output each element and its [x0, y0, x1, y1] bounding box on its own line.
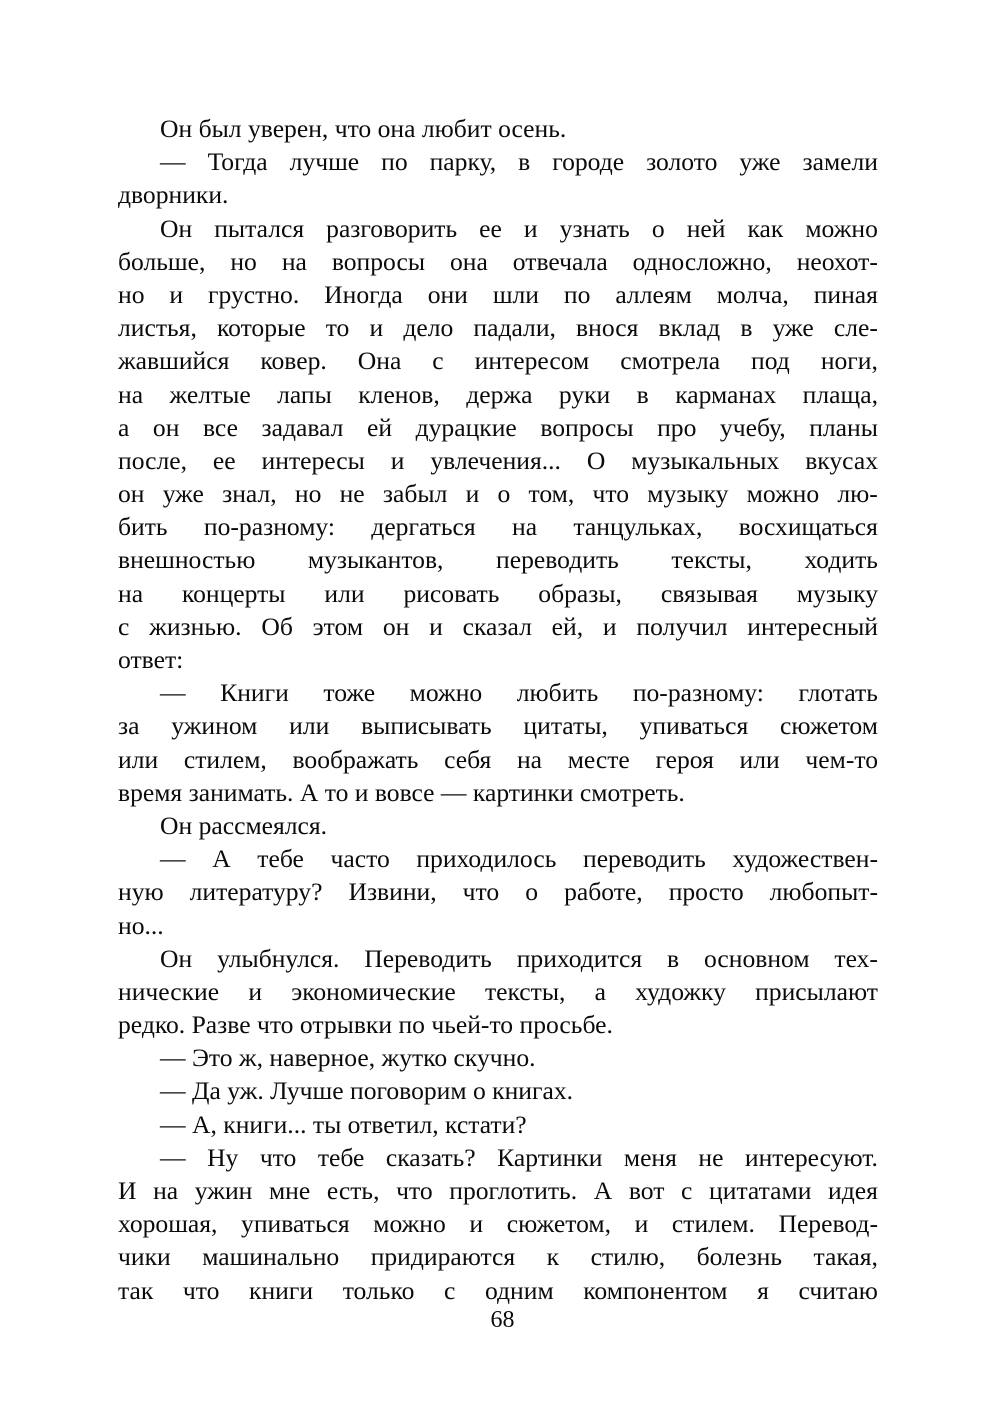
text-word: музыку: [647, 479, 729, 509]
text-word: ей,: [551, 611, 584, 641]
text-word: А: [212, 844, 231, 874]
text-word: или: [289, 711, 330, 741]
text-line: [118, 444, 878, 477]
text-word: проглотить.: [449, 1176, 578, 1205]
text-word: не: [339, 479, 365, 509]
text-word: книги: [249, 1275, 314, 1305]
text-line: [118, 676, 878, 709]
text-word: планы: [809, 412, 878, 442]
text-word: грустно.: [208, 279, 300, 309]
text-word: этом: [312, 611, 364, 641]
text-word: А: [593, 1176, 613, 1205]
text-word: к: [546, 1242, 560, 1272]
text-word: бить: [118, 512, 168, 542]
text-word: болезнь: [696, 1242, 783, 1272]
text-word: как: [747, 213, 784, 243]
text-word: вкусах: [805, 445, 878, 475]
text-word: восхищаться: [738, 512, 878, 542]
text-line: [118, 145, 878, 178]
text-line: [118, 1207, 878, 1240]
text-word: уже: [772, 313, 814, 343]
text-word: кленов,: [358, 379, 440, 409]
text-word: карманах: [675, 379, 777, 409]
text-word: вклад: [658, 313, 721, 343]
text-word: цитатами: [709, 1176, 812, 1205]
text-word: —: [160, 147, 186, 177]
text-word: тебе: [257, 844, 304, 874]
text-word: можно: [746, 479, 820, 509]
text-word: улыбнулся.: [217, 943, 340, 973]
text-word: ковер.: [260, 346, 327, 376]
text-word: но: [294, 479, 322, 509]
text-word: и: [369, 313, 384, 343]
text-word: желтые: [169, 379, 251, 409]
text-line: [118, 1141, 878, 1174]
text-line: [118, 875, 878, 908]
text-word: музыкантов,: [307, 545, 444, 575]
text-word: переводить: [583, 844, 706, 874]
text-word: неохот-: [796, 246, 878, 276]
text-word: под: [751, 346, 790, 376]
text-word: придираются: [370, 1242, 516, 1272]
text-word: а: [594, 976, 606, 1006]
text-word: что: [182, 1275, 220, 1305]
text-word: лю-: [837, 479, 878, 509]
text-word: и: [429, 611, 443, 641]
text-word: такая,: [813, 1242, 878, 1272]
text-word: что: [259, 1142, 297, 1172]
text-word: он: [118, 479, 145, 509]
text-word: я: [757, 1275, 769, 1305]
text-word: мне: [268, 1176, 311, 1205]
text-word: образы,: [538, 578, 622, 608]
text-word: просто: [668, 877, 744, 907]
text-word: нические: [118, 976, 220, 1006]
text-word: героя: [655, 744, 714, 774]
text-word: приходится: [516, 943, 643, 973]
text-word: присылают: [755, 976, 878, 1006]
text-word: после,: [118, 445, 188, 475]
text-word: вопросы: [540, 412, 634, 442]
text-word: есть,: [326, 1176, 380, 1205]
text-line: редко. Разве что отрывки по чьей-то просьбе.: [118, 1010, 613, 1040]
text-line: [118, 477, 878, 510]
text-word: можно: [373, 1209, 446, 1239]
text-word: Переводить: [364, 943, 492, 973]
text-word: но: [230, 246, 257, 276]
text-word: падали,: [473, 313, 556, 343]
text-word: сказать?: [385, 1142, 476, 1172]
text-word: или: [739, 744, 780, 774]
text-word: музыкальных: [631, 445, 780, 475]
text-word: с: [443, 1275, 456, 1305]
text-word: художку: [635, 976, 726, 1006]
text-word: или: [118, 744, 159, 774]
text-word: что: [462, 877, 500, 907]
text-word: переводить: [496, 545, 619, 575]
text-word: золото: [646, 147, 718, 177]
text-word: все: [202, 412, 238, 442]
text-word: жавшийся: [118, 346, 230, 376]
body-text-column: [118, 112, 878, 1307]
text-word: отвечала: [512, 246, 608, 276]
text-word: месте: [567, 744, 630, 774]
text-word: на: [153, 1176, 179, 1205]
text-word: часто: [330, 844, 390, 874]
text-line: [118, 543, 878, 576]
text-word: чем-то: [805, 744, 878, 774]
text-word: тексты,: [484, 976, 566, 1006]
text-word: с: [681, 1176, 693, 1205]
text-word: считаю: [798, 1275, 878, 1305]
text-word: Извини,: [348, 877, 437, 907]
text-line: — Это ж, наверное, жутко скучно.: [160, 1043, 536, 1073]
text-word: с: [432, 346, 444, 376]
text-line: [118, 1274, 878, 1307]
text-word: о: [525, 877, 539, 907]
text-word: листья,: [118, 313, 197, 343]
text-word: на: [281, 246, 307, 276]
text-word: в: [636, 379, 649, 409]
text-word: глотать: [798, 678, 878, 708]
text-word: экономические: [291, 976, 456, 1006]
text-word: уже: [162, 479, 204, 509]
text-line: [118, 1240, 878, 1273]
text-word: литературу?: [189, 877, 323, 907]
text-word: не: [698, 1142, 724, 1172]
text-word: меня: [623, 1142, 677, 1172]
text-line: [118, 411, 878, 444]
text-word: стилем.: [671, 1209, 755, 1239]
text-word: художествен-: [732, 844, 878, 874]
text-word: учебу,: [719, 412, 786, 442]
text-line: [118, 942, 878, 975]
text-word: внося: [576, 313, 639, 343]
text-word: танцульках,: [573, 512, 703, 542]
text-word: и: [469, 1209, 484, 1239]
text-word: за: [118, 711, 140, 741]
text-word: внешностью: [118, 545, 256, 575]
text-line: — А, книги... ты ответил, кстати?: [160, 1109, 527, 1139]
text-word: что: [396, 1176, 433, 1205]
text-word: ее: [212, 445, 236, 475]
text-line: [118, 378, 878, 411]
text-word: на: [118, 578, 144, 608]
text-word: О: [586, 445, 606, 475]
text-word: разговорить: [326, 213, 458, 243]
text-word: лучше: [289, 147, 360, 177]
text-word: по: [381, 147, 408, 177]
text-word: она: [449, 246, 488, 276]
text-word: и: [169, 279, 184, 309]
text-word: рисовать: [403, 578, 500, 608]
text-line: [118, 975, 878, 1008]
text-word: руки: [558, 379, 611, 409]
text-word: он: [382, 611, 410, 641]
text-word: и: [634, 1209, 649, 1239]
text-word: —: [160, 1142, 186, 1172]
text-word: плаща,: [802, 379, 878, 409]
text-word: по-разному:: [632, 678, 764, 708]
text-line: [118, 709, 878, 742]
text-word: можно: [805, 213, 878, 243]
text-word: ней: [686, 213, 726, 243]
text-word: Тогда: [207, 147, 268, 177]
text-word: Перевод-: [778, 1209, 878, 1239]
text-word: в: [667, 943, 680, 973]
text-word: сюжетом,: [506, 1209, 612, 1239]
text-line: [118, 743, 878, 776]
text-word: и: [602, 611, 617, 641]
text-word: так: [118, 1275, 154, 1305]
text-word: с: [118, 611, 130, 641]
text-word: И: [118, 1176, 137, 1205]
text-word: любить: [516, 678, 599, 708]
text-word: и: [465, 479, 480, 509]
text-word: интересом: [474, 346, 590, 376]
text-word: и: [390, 445, 405, 475]
text-word: на: [512, 512, 538, 542]
text-word: музыку: [796, 578, 878, 608]
text-word: упиваться: [241, 1209, 350, 1239]
text-word: только: [342, 1275, 415, 1305]
text-word: работе,: [564, 877, 643, 907]
text-word: ее: [479, 213, 502, 243]
text-word: молча,: [716, 279, 789, 309]
text-word: тех-: [834, 943, 878, 973]
text-word: они: [427, 279, 468, 309]
text-word: ужин: [194, 1176, 253, 1205]
text-word: узнать: [559, 213, 630, 243]
text-line: дворники.: [118, 180, 229, 210]
text-word: можно: [409, 678, 483, 708]
text-word: на: [516, 744, 543, 774]
text-line: [118, 344, 878, 377]
text-line: [118, 245, 878, 278]
text-word: Ну: [207, 1142, 239, 1172]
text-word: хорошая,: [118, 1209, 218, 1239]
text-word: в: [740, 313, 753, 343]
text-word: чики: [118, 1242, 171, 1272]
text-line: [118, 1174, 878, 1207]
text-word: приходилось: [416, 844, 557, 874]
page-number: 68: [490, 1307, 515, 1333]
text-word: —: [160, 678, 186, 708]
text-word: о: [497, 479, 511, 509]
text-word: —: [160, 844, 186, 874]
text-word: вот: [628, 1176, 665, 1205]
text-word: замели: [802, 147, 878, 177]
text-word: упиваться: [639, 711, 749, 741]
text-word: в: [518, 147, 531, 177]
text-word: концерты: [181, 578, 286, 608]
text-word: Картинки: [497, 1142, 603, 1172]
text-line: [118, 311, 878, 344]
text-word: жизнью.: [149, 611, 242, 641]
text-word: ужином: [171, 711, 258, 741]
text-word: тоже: [323, 678, 376, 708]
text-word: больше,: [118, 246, 206, 276]
text-word: компонентом: [583, 1275, 728, 1305]
text-line: — Да уж. Лучше поговорим о книгах.: [160, 1076, 574, 1106]
text-word: воображать: [292, 744, 419, 774]
text-word: цитаты,: [523, 711, 608, 741]
text-word: но: [118, 279, 145, 309]
text-line: [118, 577, 878, 610]
text-word: ную: [118, 877, 164, 907]
text-word: и: [248, 976, 263, 1006]
text-word: или: [324, 578, 365, 608]
text-word: лапы: [277, 379, 332, 409]
text-line: ответ:: [118, 645, 184, 674]
text-word: Иногда: [324, 279, 403, 309]
text-word: сюжетом: [780, 711, 878, 741]
text-word: получил: [636, 611, 728, 641]
text-line: [118, 510, 878, 543]
text-word: дело: [403, 313, 454, 343]
text-word: что: [592, 479, 630, 509]
text-word: а: [118, 412, 130, 442]
text-line: [118, 278, 878, 311]
text-word: уже: [739, 147, 781, 177]
text-word: смотрела: [620, 346, 721, 376]
text-word: односложно,: [632, 246, 772, 276]
text-word: по-разному:: [203, 512, 335, 542]
text-line: время занимать. А то и вовсе — картинки смотреть.: [118, 777, 685, 807]
text-word: и: [523, 213, 538, 243]
text-word: выписывать: [361, 711, 492, 741]
text-word: машинально: [202, 1242, 340, 1272]
text-word: вопросы: [331, 246, 426, 276]
text-word: любопыт-: [769, 877, 878, 907]
text-word: шли: [492, 279, 539, 309]
text-word: сказал: [462, 611, 532, 641]
text-word: дурацкие: [415, 412, 517, 442]
text-word: Он: [160, 213, 193, 243]
text-word: он: [152, 412, 180, 442]
text-word: про: [657, 412, 697, 442]
text-word: парку,: [429, 147, 497, 177]
text-word: интересы: [261, 445, 365, 475]
text-word: о: [651, 213, 665, 243]
text-word: ноги,: [820, 346, 878, 376]
text-word: сле-: [833, 313, 878, 343]
text-word: держа: [466, 379, 533, 409]
text-word: ей: [367, 412, 393, 442]
text-word: городе: [552, 147, 625, 177]
text-word: интересный: [747, 611, 878, 641]
text-word: Об: [261, 611, 293, 641]
text-word: то: [325, 313, 350, 343]
text-line: [118, 842, 878, 875]
text-word: забыл: [382, 479, 448, 509]
text-word: стилем,: [183, 744, 267, 774]
text-word: задавал: [261, 412, 344, 442]
text-word: связывая: [660, 578, 758, 608]
text-word: основном: [703, 943, 810, 973]
text-word: идея: [828, 1176, 878, 1205]
text-word: на: [118, 379, 144, 409]
text-word: стилю,: [590, 1242, 666, 1272]
text-line: Он был уверен, что она любит осень.: [160, 114, 567, 143]
text-word: Она: [357, 346, 402, 376]
text-line: но...: [118, 910, 164, 940]
text-word: одним: [484, 1275, 554, 1305]
text-line: [118, 610, 878, 643]
text-word: ходить: [804, 545, 878, 575]
text-word: том,: [528, 479, 575, 509]
text-word: которые: [216, 313, 306, 343]
text-word: по: [563, 279, 591, 309]
text-word: Он: [160, 943, 193, 973]
text-word: пытался: [214, 213, 305, 243]
text-word: себя: [444, 744, 492, 774]
text-word: знал,: [222, 479, 277, 509]
text-word: тебе: [317, 1142, 365, 1172]
text-word: Книги: [220, 678, 289, 708]
text-word: аллеям: [615, 279, 692, 309]
text-line: Он рассмеялся.: [160, 810, 328, 840]
text-word: интересуют.: [744, 1142, 878, 1172]
text-word: дергаться: [371, 512, 476, 542]
text-word: тексты,: [671, 545, 752, 575]
text-line: [118, 212, 878, 245]
text-word: увлечения...: [430, 445, 561, 475]
text-word: пиная: [813, 279, 878, 309]
